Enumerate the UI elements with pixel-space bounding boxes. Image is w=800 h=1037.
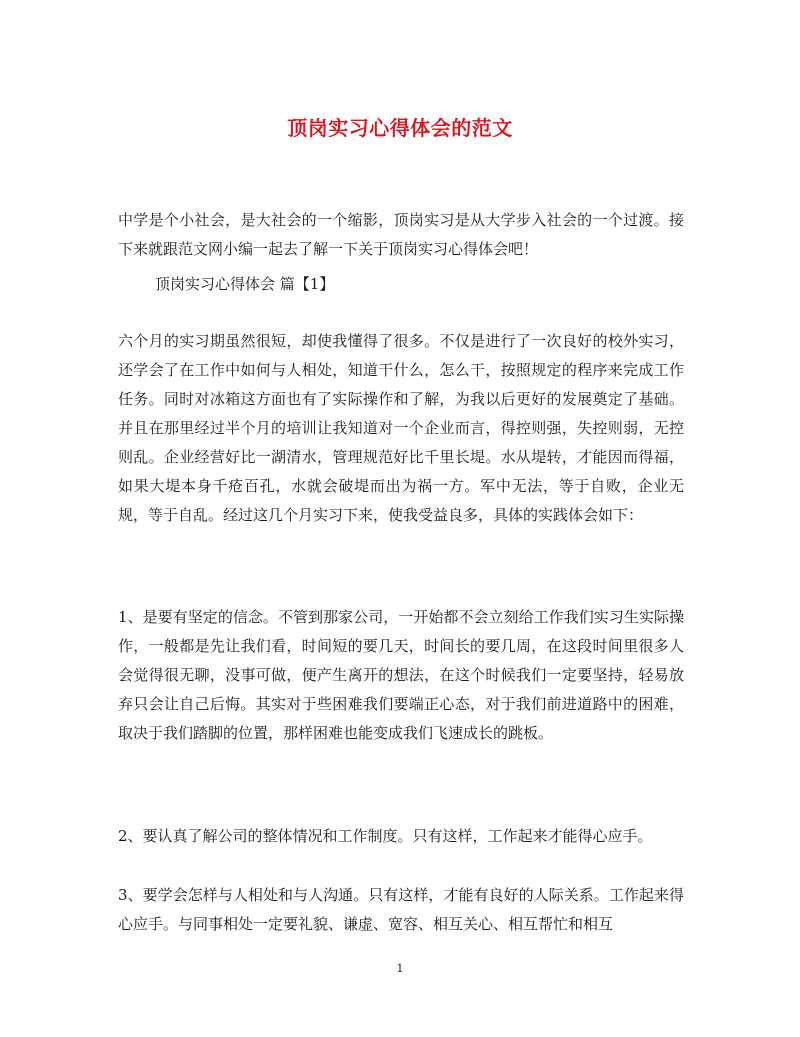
paragraph: 2、要认真了解公司的整体情况和工作制度。只有这样，工作起来才能得心应手。 xyxy=(118,827,653,845)
paragraph: 3、要学会怎样与人相处和与人沟通。只有这样，才能有良好的人际关系。工作起来得心应手。与同事相处一定要礼貌、谦虚、宽容、相互关心、相互帮忙和相互 xyxy=(118,886,684,933)
page-number: 1 xyxy=(396,962,404,975)
section-heading: 顶岗实习心得体会 篇【1】 xyxy=(155,275,335,293)
intro-paragraph: 中学是个小社会，是大社会的一个缩影，顶岗实习是从大学步入社会的一个过渡。接下来就跟范文网小编一起去了解一下关于顶岗实习心得体会吧！ xyxy=(118,211,684,258)
document-title: 顶岗实习心得体会的范文 xyxy=(287,116,513,140)
paragraph: 1、是要有坚定的信念。不管到那家公司，一开始都不会立刻给工作我们实习生实际操作，一般都是先让我们看，时间短的要几天，时间长的要几周，在这段时间里很多人会觉得很无聊，没事可做，便产生离开的想法，在这个时候我们一定要坚持，轻易放弃只会让自己后悔。其实对于些困难我们要端正心态，对于我们前进道路中的困难，取决于我们踏脚的位置，那样困难也能变成我们飞速成长的跳板。 xyxy=(118,608,684,742)
paragraph: 六个月的实习期虽然很短，却使我懂得了很多。不仅是进行了一次良好的校外实习，还学会了在工作中如何与人相处，知道干什么，怎么干，按照规定的程序来完成工作任务。同时对冰箱这方面也有了实际操作和了解，为我以后更好的发展奠定了基础。并且在那里经过半个月的培训让我知道对一个企业而言，得控则强，失控则弱，无控则乱。企业经营好比一湖清水，管理规范好比千里长堤。水从堤转，才能因而得福，如果大堤本身千疮百孔，水就会破堤而出为祸一方。军中无法，等于自败，企业无规，等于自乱。经过这几个月实习下来，使我受益良多，具体的实践体会如下： xyxy=(118,332,684,524)
